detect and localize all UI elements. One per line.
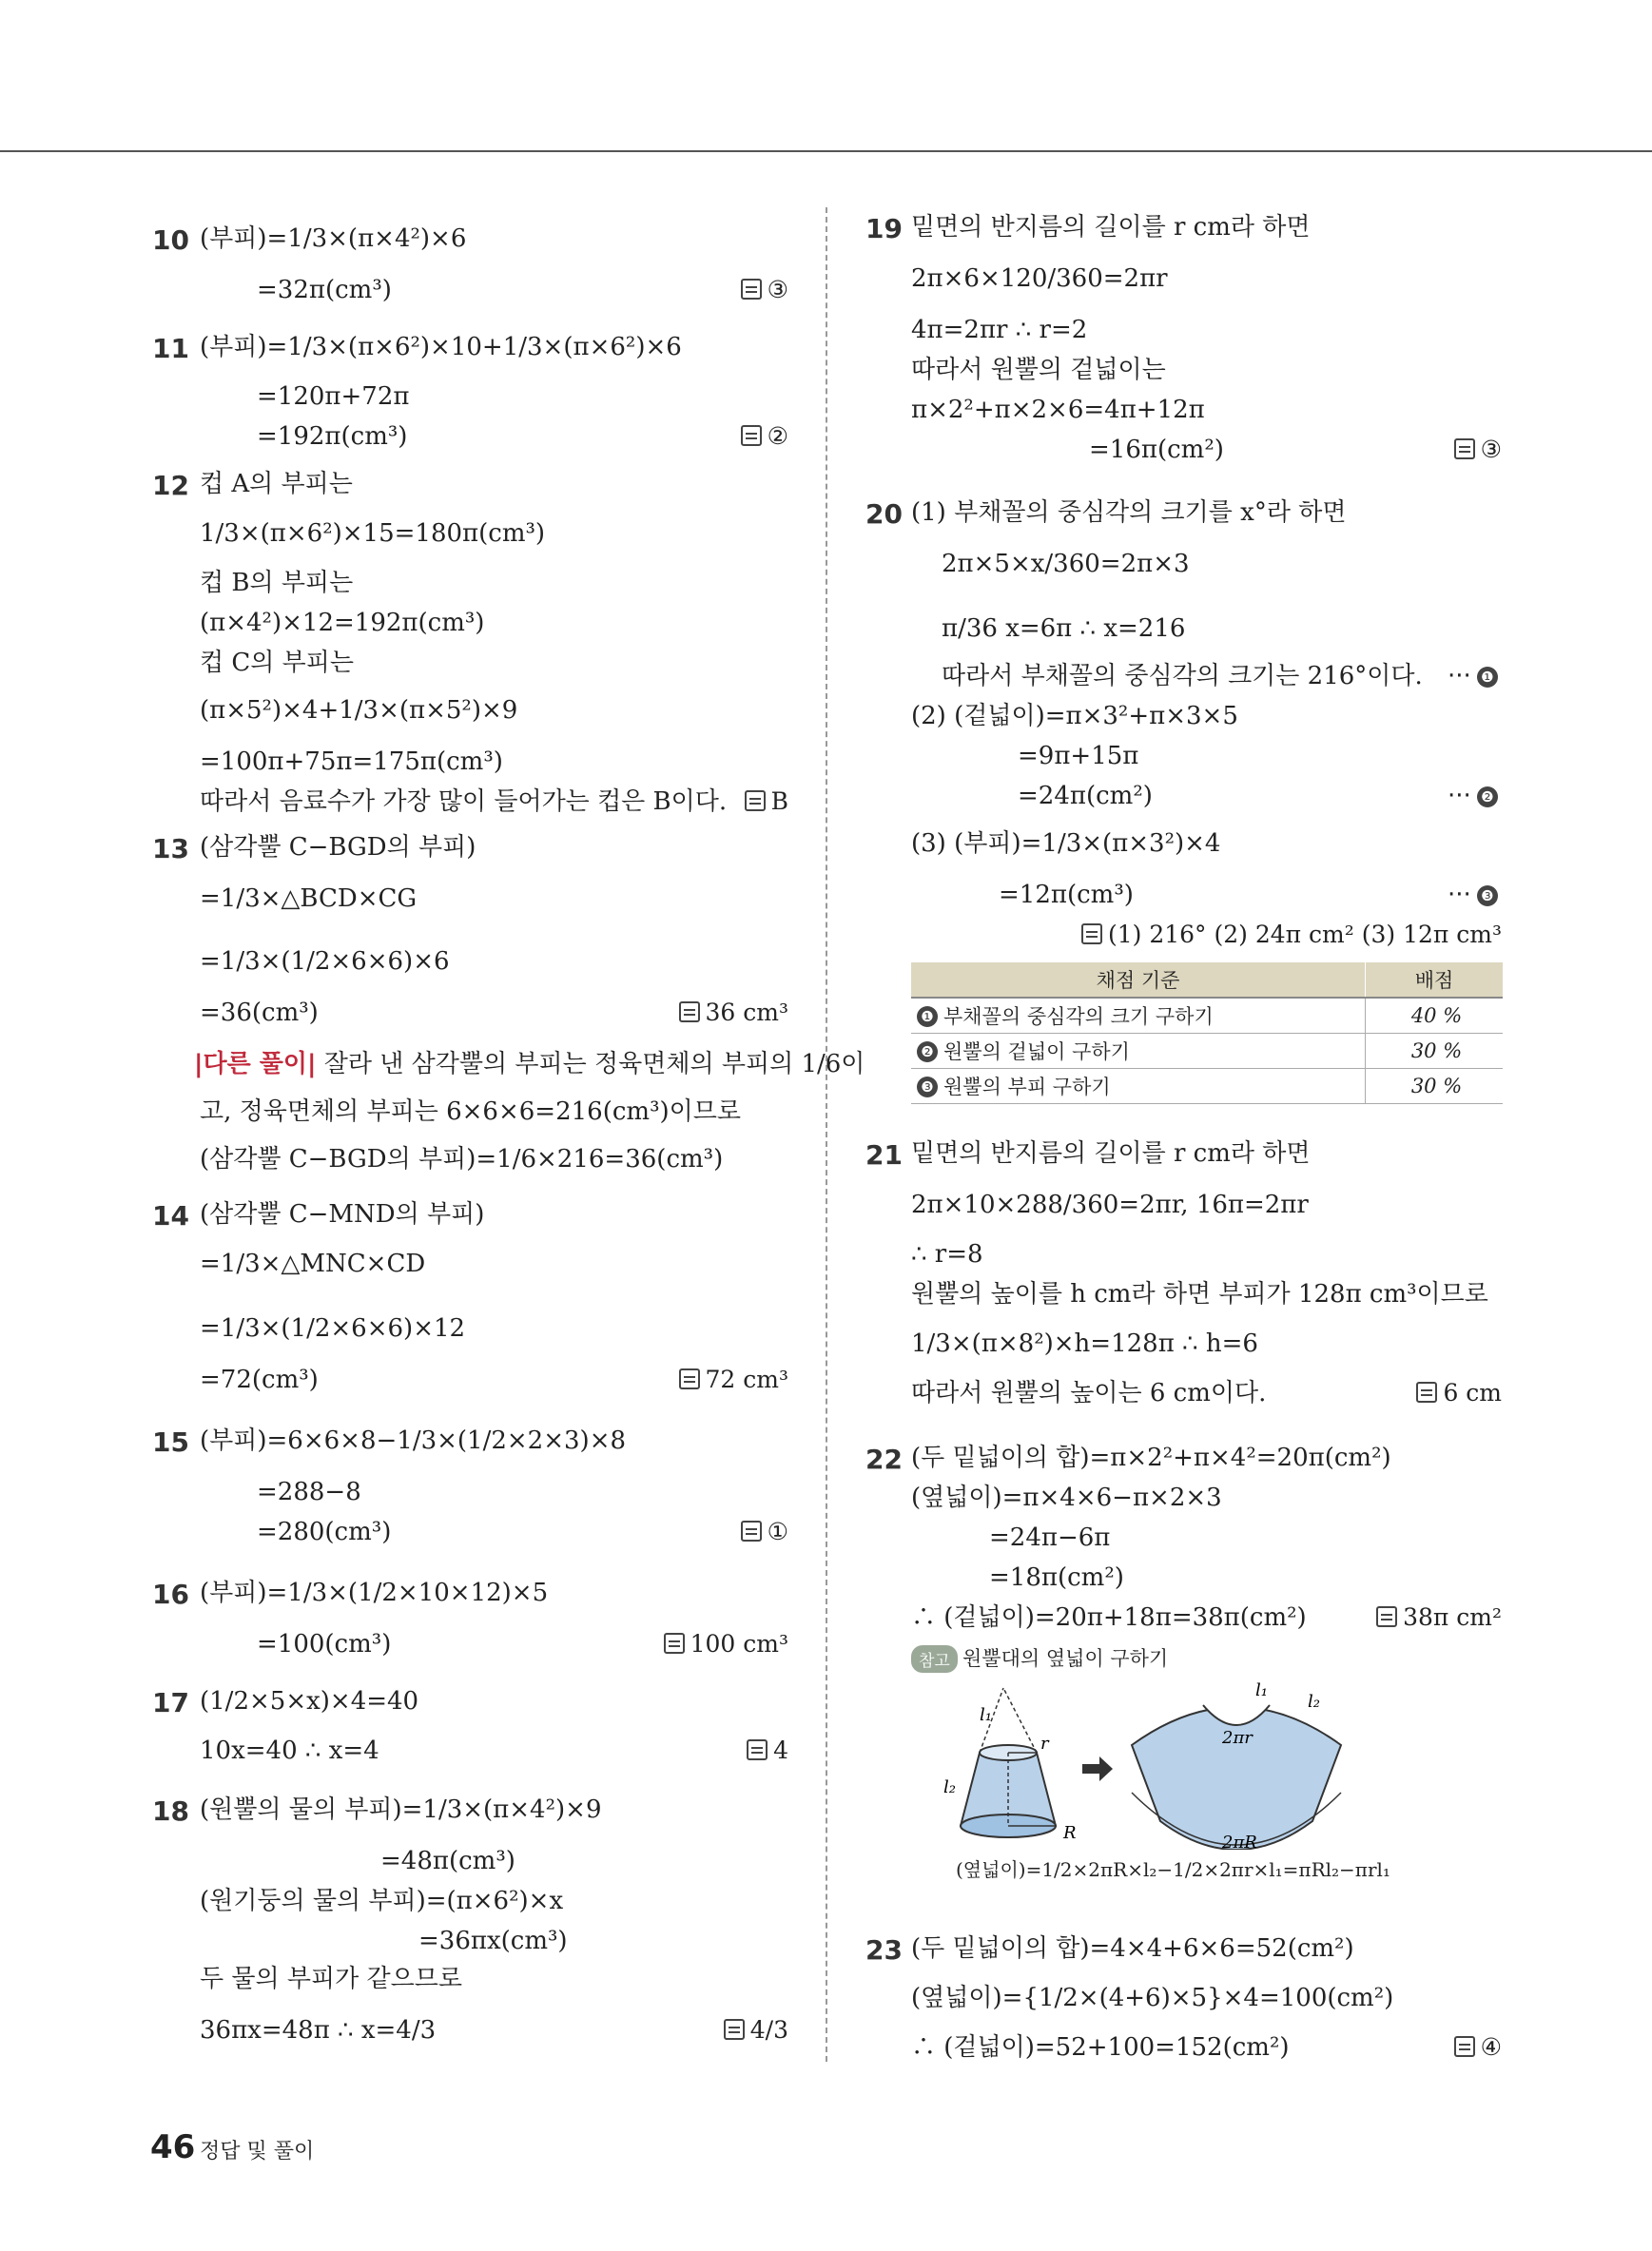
step-1-icon: ❶ <box>1477 667 1498 688</box>
solution-line: 밑면의 반지름의 길이를 r cm라 하면 <box>911 1139 1311 1168</box>
step-3-icon: ❸ <box>1477 885 1498 906</box>
column-divider <box>826 207 827 2062</box>
answer: 72 cm³ <box>679 1366 789 1393</box>
answer-icon <box>1081 923 1102 944</box>
solution-line: =32π(cm³) <box>257 276 392 304</box>
answer-icon <box>664 1633 685 1654</box>
solution-line: (옆넓이)={1/2×(4+6)×5}×4=100(cm²) <box>911 1984 1394 2012</box>
solution-line: (원뿔의 물의 부피)=1/3×(π×4²)×9 <box>200 1795 602 1824</box>
solution-line: (삼각뿔 C−MND의 부피) <box>200 1200 485 1229</box>
solution-line: 2π×6×120/360=2πr <box>911 264 1168 293</box>
answer: 38π cm² <box>1376 1603 1502 1631</box>
solution-line: (원기둥의 물의 부피)=(π×6²)×x <box>200 1887 564 1915</box>
label-r: r <box>1040 1734 1049 1754</box>
problem-number: 14 <box>152 1200 189 1232</box>
alt-solution-line: |다른 풀이| 잘라 낸 삼각뿔의 부피는 정육면체의 부피의 1/6이 <box>194 1050 865 1078</box>
answer: ② <box>741 422 788 450</box>
problem-number: 21 <box>865 1139 903 1171</box>
footer-label: 정답 및 풀이 <box>200 2140 315 2164</box>
answer-icon <box>679 1368 700 1389</box>
solution-line: 따라서 음료수가 가장 많이 들어가는 컵은 B이다. <box>200 787 728 816</box>
frustum-figure <box>942 1679 1379 1850</box>
solution-line: 따라서 부채꼴의 중심각의 크기는 216°이다. <box>942 662 1423 690</box>
solution-line: =36πx(cm³) <box>418 1927 568 1955</box>
solution-line: (옆넓이)=π×4×6−π×2×3 <box>911 1484 1222 1512</box>
answer-icon <box>747 1739 768 1760</box>
solution-line: 4π=2πr ∴ r=2 <box>911 316 1088 344</box>
problem-number: 13 <box>152 833 189 864</box>
step-marker: ··· ❷ <box>1448 780 1498 812</box>
answer-icon <box>679 1001 700 1022</box>
answer: 6 cm <box>1416 1379 1502 1407</box>
solution-line: 원뿔의 높이를 h cm라 하면 부피가 128π cm³이므로 <box>911 1280 1488 1309</box>
solution-line: (부피)=6×6×8−1/3×(1/2×2×3)×8 <box>200 1426 627 1455</box>
header-criteria: 채점 기준 <box>911 962 1366 998</box>
reference-formula: (옆넓이)=1/2×2πR×l₂−1/2×2πr×l₁=πRl₂−πrl₁ <box>956 1858 1390 1881</box>
header-score: 배점 <box>1366 962 1504 998</box>
solution-line: =9π+15π <box>1018 742 1139 770</box>
frustum-solid <box>961 1688 1056 1837</box>
reference-title: 원뿔대의 옆넓이 구하기 <box>962 1647 1169 1670</box>
problem-number: 18 <box>152 1795 189 1827</box>
solution-line: =280(cm³) <box>257 1518 392 1546</box>
answer: ④ <box>1454 2033 1502 2061</box>
solution-line: 컵 A의 부피는 <box>200 470 353 498</box>
solution-line: 두 물의 부피가 같으므로 <box>200 1965 462 1993</box>
solution-line: (3) (부피)=1/3×(π×3²)×4 <box>911 829 1221 858</box>
grading-table <box>911 962 1503 1104</box>
table-row <box>911 1069 1503 1104</box>
answer-icon <box>745 790 766 811</box>
solution-line: π×2²+π×2×6=4π+12π <box>911 396 1205 424</box>
answer: ① <box>741 1518 788 1545</box>
problem-number: 15 <box>152 1426 189 1458</box>
answer: 4/3 <box>724 2016 788 2044</box>
table-header <box>911 962 1503 998</box>
label-sector-l1: l₁ <box>1255 1680 1268 1700</box>
solution-line: (π×4²)×12=192π(cm³) <box>200 609 485 637</box>
label-l1: l₁ <box>980 1705 992 1725</box>
problem-number: 17 <box>152 1687 189 1718</box>
solution-line: 36πx=48π ∴ x=4/3 <box>200 2016 437 2045</box>
score-cell: 30 % <box>1366 1069 1504 1104</box>
problem-number: 16 <box>152 1579 189 1610</box>
solution-line: 2π×10×288/360=2πr, 16π=2πr <box>911 1191 1309 1219</box>
solution-line: (π×5²)×4+1/3×(π×5²)×9 <box>200 696 518 725</box>
answer-icon <box>741 279 762 300</box>
alt-solution-tag: |다른 풀이| <box>194 1050 317 1078</box>
step-2-icon: ❷ <box>917 1041 938 1062</box>
problem-number: 11 <box>152 333 189 364</box>
criteria-cell: ❶ 부채꼴의 중심각의 크기 구하기 <box>911 998 1366 1034</box>
label-arc-small: 2πr <box>1222 1728 1253 1748</box>
solution-line: (삼각뿔 C−BGD의 부피) <box>200 833 476 862</box>
solution-line: =24π(cm²) <box>1018 782 1153 810</box>
score-cell: 30 % <box>1366 1034 1504 1069</box>
solution-line: =288−8 <box>257 1478 361 1506</box>
solution-line: (두 밑넓이의 합)=π×2²+π×4²=20π(cm²) <box>911 1444 1391 1472</box>
problem-number: 19 <box>865 213 903 244</box>
solution-line: =120π+72π <box>257 382 410 411</box>
score-cell: 40 % <box>1366 998 1504 1034</box>
problem-number: 10 <box>152 224 189 256</box>
answer-icon <box>1376 1606 1397 1627</box>
criteria-cell: ❷ 원뿔의 겉넓이 구하기 <box>911 1034 1366 1069</box>
problem-number: 12 <box>152 470 189 501</box>
answer: 4 <box>747 1737 788 1764</box>
answer: ③ <box>741 276 788 303</box>
reference-tag: 참고 <box>911 1645 958 1673</box>
solution-line: (부피)=1/3×(π×4²)×6 <box>200 224 467 253</box>
solution-line: (1/2×5×x)×4=40 <box>200 1687 419 1716</box>
label-R: R <box>1063 1823 1077 1843</box>
solution-line: ∴ r=8 <box>911 1240 983 1269</box>
label-l2: l₂ <box>943 1777 956 1797</box>
problem-number: 20 <box>865 498 903 530</box>
answer-icon <box>741 425 762 446</box>
solution-line: 1/3×(π×6²)×15=180π(cm³) <box>200 519 546 548</box>
arrow-icon <box>1082 1756 1113 1781</box>
answer-icon <box>724 2019 745 2040</box>
solution-line: 10x=40 ∴ x=4 <box>200 1737 379 1765</box>
label-sector-l2: l₂ <box>1308 1692 1320 1712</box>
solution-line: (1) 부채꼴의 중심각의 크기를 x°라 하면 <box>911 498 1347 527</box>
step-marker: ··· ❶ <box>1448 660 1498 692</box>
top-rule <box>0 150 1652 152</box>
solution-line: =48π(cm³) <box>380 1847 515 1875</box>
alt-solution-line: 고, 정육면체의 부피는 6×6×6=216(cm³)이므로 <box>200 1097 741 1126</box>
solution-line: ∴ (겉넓이)=20π+18π=38π(cm²) <box>911 1603 1307 1632</box>
table-row <box>911 1034 1503 1069</box>
answer: ③ <box>1454 436 1502 463</box>
table-row <box>911 998 1503 1034</box>
solution-line: ∴ (겉넓이)=52+100=152(cm²) <box>911 2033 1290 2062</box>
solution-line: =12π(cm³) <box>999 881 1134 909</box>
answer-icon <box>1454 438 1475 459</box>
solution-line: (두 밑넓이의 합)=4×4+6×6=52(cm²) <box>911 1934 1354 1963</box>
solution-line: =18π(cm²) <box>989 1563 1124 1592</box>
solution-line: 2π×5×x/360=2π×3 <box>942 550 1190 578</box>
alt-solution-line: (삼각뿔 C−BGD의 부피)=1/6×216=36(cm³) <box>200 1145 724 1174</box>
solution-line: =1/3×△MNC×CD <box>200 1250 426 1278</box>
answer: 100 cm³ <box>664 1630 788 1658</box>
answer: B <box>745 787 788 815</box>
solution-line: =36(cm³) <box>200 999 319 1027</box>
solution-line: =100π+75π=175π(cm³) <box>200 747 503 776</box>
solution-line: =1/3×(1/2×6×6)×6 <box>200 947 450 976</box>
solution-line: (부피)=1/3×(1/2×10×12)×5 <box>200 1579 549 1607</box>
answer-icon <box>741 1521 762 1542</box>
answer: 36 cm³ <box>679 999 789 1026</box>
solution-line: 1/3×(π×8²)×h=128π ∴ h=6 <box>911 1329 1258 1358</box>
problem-number: 23 <box>865 1934 903 1966</box>
solution-line: 컵 C의 부피는 <box>200 649 355 677</box>
label-arc-big: 2πR <box>1222 1833 1257 1850</box>
answer-icon <box>1454 2036 1475 2057</box>
solution-line: 따라서 원뿔의 높이는 6 cm이다. <box>911 1379 1267 1407</box>
criteria-cell: ❸ 원뿔의 부피 구하기 <box>911 1069 1366 1104</box>
solution-line: =72(cm³) <box>200 1366 319 1394</box>
solution-line: =192π(cm³) <box>257 422 408 451</box>
solution-line: 밑면의 반지름의 길이를 r cm라 하면 <box>911 213 1311 242</box>
step-2-icon: ❷ <box>1477 786 1498 807</box>
page-number: 46 <box>150 2128 196 2166</box>
answer: (1) 216° (2) 24π cm² (3) 12π cm³ <box>1081 921 1502 948</box>
solution-line: =16π(cm²) <box>1089 436 1224 464</box>
solution-line: =24π−6π <box>989 1523 1111 1552</box>
solution-line: =1/3×(1/2×6×6)×12 <box>200 1314 466 1343</box>
problem-number: 22 <box>865 1444 903 1475</box>
step-3-icon: ❸ <box>917 1077 938 1097</box>
solution-line: (부피)=1/3×(π×6²)×10+1/3×(π×6²)×6 <box>200 333 682 361</box>
answer-icon <box>1416 1382 1437 1403</box>
step-marker: ··· ❸ <box>1448 879 1498 911</box>
solution-line: =100(cm³) <box>257 1630 392 1659</box>
solution-line: π/36 x=6π ∴ x=216 <box>942 614 1186 643</box>
unrolled-sector <box>1132 1705 1341 1850</box>
solution-line: =1/3×△BCD×CG <box>200 884 418 913</box>
solution-line: 따라서 원뿔의 겉넓이는 <box>911 356 1166 384</box>
step-1-icon: ❶ <box>917 1006 938 1027</box>
solution-line: (2) (겉넓이)=π×3²+π×3×5 <box>911 702 1238 730</box>
solution-line: 컵 B의 부피는 <box>200 569 354 597</box>
